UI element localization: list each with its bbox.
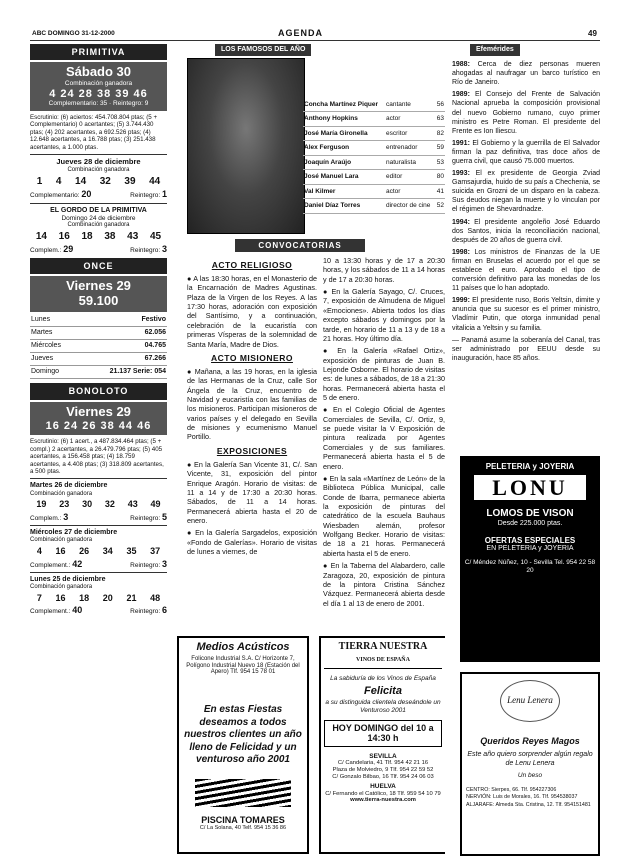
reint-label: Reintegro: [130,561,161,569]
bonoloto-day-numbers [30,499,167,509]
once-value-cell: 21.137 Serie: 054 [78,366,167,379]
reint-label: Reintegro: [130,514,161,522]
lonu-ad [460,456,600,662]
lottery-number: 19 [36,499,47,510]
page-number: 49 [588,29,597,38]
medios-acusticos-ad [177,636,309,854]
person-role: actor [385,184,435,198]
expo-text: ● En la Taberna del Alabardero, calle Zaragoza, 20, exposición de pintura de la pintora Cristina Sánchez Vázquez. Permanecerá abierta desde el día 1 al 13 de enero de 2001. [323,561,445,608]
once-value-cell: 67.266 [78,353,167,366]
bonoloto-result-box [30,402,167,436]
ad-website: www.tierra-nuestra.com [350,797,416,804]
once-day-cell: Martes [30,327,78,340]
lottery-number: 16 [55,592,66,603]
person-age: 56 [435,98,445,112]
efemeride-item [452,90,600,135]
efemeride-item [452,60,600,87]
misionero-heading: ACTO MISIONERO [211,352,293,363]
once-table [30,314,167,379]
person-age: 52 [435,199,445,213]
lottery-number: 1 [36,175,43,187]
religioso-text: ● A las 18:30 horas, en el Monasterio de la Encarnación de Madres Agustinas. Plaza de la Virgen de los Reyes. A las 17:30 horas, adoración con exposición del Santísimo, y a continuación, celebración de la eucaristía con primeras Vísperas de la solemnidad de Santa María, Madre de Dios. [187,274,317,349]
person-name: José Manuel Lara [303,170,385,184]
ad-sub: Folicone Industrial S.A. C/ Horizonte 7, Polígono Industrial Nuevo 18 (Estación del Apero) Tlf. 954 15 78 01 [186,655,300,676]
person-role: naturalista [385,155,435,169]
lottery-number: 48 [150,592,161,603]
comp-label: Complem.: [30,247,62,255]
person-role: cantante [385,98,435,112]
lottery-number: 16 [55,546,66,557]
ad-message: En estas Fiestas deseamos a todos nuestros clientes un año lleno de Felicidad y un venturoso año 2001 [184,704,302,766]
efemeride-text: Cerca de diez personas mueren ahogadas al naufragar un barco turístico en Río de Janeiro. [452,61,600,87]
table-row [30,340,167,353]
ad-city: HUELVA [370,783,396,791]
ad-message: Este año quiero sorprender algún regalo de Lenu Lenera [467,751,593,768]
efemeride-text: El Gobierno y la guerrilla de El Salvador firman la paz definitiva, tras doce años de guerra civil, que causó 75.000 muertos. [452,139,600,165]
efemeride-item [452,218,600,245]
table-row [303,155,445,169]
lottery-number: 30 [82,499,93,510]
person-age: 59 [435,141,445,155]
table-row [303,126,445,140]
bonoloto-day-extra [30,559,167,569]
birthdays-table [303,98,445,214]
header-date: ABC DOMINGO 31-12-2000 [32,30,115,37]
table-row [303,199,445,213]
table-row [30,353,167,366]
expo-text: ● En la Galería Sargadelos, exposición «Fondo de Galerías». Horario de visitas de lunes a viernes, de [187,528,317,557]
ad-addresses [466,787,594,809]
comp-label: Complement.: [30,561,71,569]
lottery-number: 45 [149,230,162,242]
ad-special-sub: EN PELETERIA y JOYERIA [486,545,574,553]
efemeride-item [452,248,600,293]
lottery-number: 43 [127,230,139,242]
reint-label: Reintegro: [130,608,161,616]
primitiva-result-box [30,62,167,111]
bonoloto-day-sub: Combinación ganadora [30,537,93,544]
ad-address-line: NERVIÓN: Luis de Morales, 16. Tlf. 954538037 [466,794,578,801]
agenda-right-column [323,256,445,611]
logo-text: Lenu Lenera [507,695,553,705]
bonoloto-day-sub: Combinación ganadora [30,584,93,591]
person-name: Alex Ferguson [303,141,385,155]
bonoloto-day-numbers [30,546,167,556]
efemeride-year: 1989: [452,91,470,99]
lottery-number: 7 [36,592,42,603]
once-day-cell: Lunes [30,314,78,327]
comp-label: Complem.: [30,514,62,522]
ad-title: Medios Acústicos [196,641,290,653]
ad-top: PELETERIA y JOYERIA [485,462,575,471]
efemeride-year: 1988: [452,61,470,69]
once-value-cell: 62.056 [78,327,167,340]
ad-felicita-sub: a su distinguida clientela deseándole un Venturoso 2001 [325,699,441,714]
efemeride-item [452,139,600,166]
lottery-number: 49 [150,499,161,510]
lottery-number: 37 [150,546,161,557]
reint-value: 1 [161,189,167,200]
ad-title [324,641,442,669]
gordo-sub: Combinación ganadora [67,222,130,229]
ad-address-line: C/ Candelaria, 41 Tlf. 954 42 21 16 [337,760,429,767]
table-row [303,112,445,126]
efemeride-year: 1998: [452,248,470,256]
person-name: Concha Martínez Piquer [303,98,385,112]
efemeride-text: El ex presidente de Georgia Zviad Gamsajurdia, huido de su país a Chechenia, se suicida en Grozni de un disparo en la cabeza. Sus deudos niegan la muerte y lo vinculan por el régimen de Shevardnadze. [452,170,600,214]
reint-value: 6 [161,605,167,616]
ad-brand: TIERRA NUESTRA [338,641,428,652]
lottery-number: 38 [104,230,116,242]
gordo-numbers [30,231,167,243]
bonoloto-day-title: Martes 26 de diciembre [30,482,108,490]
ad-price: Desde 225.000 ptas. [497,519,563,527]
efemeride-year: 1994: [452,218,470,226]
reint-value: 3 [161,558,167,569]
expo-text: ● En la Galería «Rafael Ortiz», exposición de pinturas de Juan B. Lejonde Osborne. El horario de visitas es: de lunes a sábados, de 18 a 21:30 horas. Permanecerá abierta hasta el 5 de enero. [323,346,445,403]
primitiva-escrutinio: Escrutinio: (6) aciertos: 454.708.804 ptas; (5 + Complementario) 0 acertantes; (5) 3.744.430 ptas; (4) 202 acertantes, a 692.526 ptas; (4) 12.648 acertantes, a 16.788 ptas; (3) 251.438 acertantes, a 1.000 ptas. [30,113,158,151]
ad-special: OFERTAS ESPECIALES [484,536,576,546]
lottery-number: 32 [99,175,111,187]
lottery-number: 43 [127,499,138,510]
bonoloto-day-sub: Combinación ganadora [30,490,93,497]
comp-value: 40 [72,605,83,616]
ad-sign: Un beso [517,771,543,779]
person-role: escritor [385,126,435,140]
primitiva-thursday-numbers [30,176,167,188]
ad-brand: LONU [474,475,586,500]
ad-address-line: Plaza de Molviedro, 9 Tlf. 954 22 59 52 [332,766,434,773]
header-rule [30,40,600,41]
expo-text: 10 a 13:30 horas y de 17 a 20:30 horas, y los sábados de 11 a 14 horas y de 17 a 20:30 horas. [323,256,445,284]
efemeride-item [452,336,600,363]
expo-text: ● En la sala «Martínez de León» de la Biblioteca Pública Municipal, calle Conde de Ibarra, permanece abierta la exposición de pinturas del catedrático de la escuela Bauhaus Wiesbaden alemán, profesor Wolfgang Becker. Horario de visitas: de 18 a 21 horas. Permanecerá abierta hasta el 5 de enero. [323,473,445,558]
lottery-number: 35 [126,546,137,557]
lottery-number: 44 [149,175,161,187]
comp-value: 42 [72,558,83,569]
reint-label: Reintegro: [130,192,161,200]
divider [30,572,167,573]
efemerides-column [452,44,600,856]
primitiva-banner: PRIMITIVA [30,44,167,60]
page-header [0,0,620,38]
primitiva-sub: Combinación ganadora [64,80,133,88]
comp-value: 3 [63,511,69,522]
person-age: 63 [435,112,445,126]
bonoloto-day-title: Lunes 25 de diciembre [30,575,106,583]
primitiva-thursday-title: Jueves 28 de diciembre [56,157,141,167]
ad-heading: Queridos Reyes Magos [480,736,580,746]
ad-city: SEVILLA [369,752,397,760]
table-row [30,366,167,379]
table-row [303,184,445,198]
once-value-cell: 04.765 [78,340,167,353]
section-title: AGENDA [278,28,324,38]
lottery-number: 18 [81,230,93,242]
reint-label: Reintegro: [130,247,161,255]
bonoloto-escrutinio: Escrutinio: (6) 1 acert., a 487.834.464 ptas; (5 + compl.) 2 acertantes, a 26.479.796 ptas; (5) 405 acertantes, a 156.458 ptas; (4) 18.759 acertantes, a 4.408 ptas; (3) 318.809 acertantes, a 500 ptas. [30,438,164,476]
person-role: editor [385,170,435,184]
primitiva-thursday-extra [30,189,167,199]
once-day-cell: Domingo [30,366,78,379]
person-role: director de cine [385,199,435,213]
lottery-number: 34 [102,546,113,557]
ad-pool: PISCINA TOMARES [201,814,285,825]
person-age: 53 [435,155,445,169]
portrait-photo [187,58,305,234]
gordo-day: Domingo 24 de diciembre [61,214,136,222]
person-name: Val Kilmer [303,184,385,198]
bonoloto-day: Viernes 29 [66,403,131,419]
once-number: 59.100 [78,293,119,309]
person-name: José María Gironella [303,126,385,140]
lottery-number: 32 [104,499,115,510]
person-age: 41 [435,184,445,198]
ad-address: C/ La Solana, 40 Telf. 954 15 36 86 [199,825,287,832]
lottery-column [30,44,167,856]
lenu-logo-icon [500,680,560,722]
expo-text: ● En el Colegio Oficial de Agentes Comerciales de Sevilla, C/. Ortiz, 9, se puede visitar la V Exposición de pintura realizada por Agentes Comerciales y de sus familiares. Permanecerá abierta hasta el 5 de enero. [323,405,445,471]
agenda-left-column [187,256,317,559]
ad-address-line: C/ Fernando el Católico, 18 Tlf. 959 54 10 79 [325,790,441,797]
bonoloto-day-extra [30,512,167,522]
person-role: entrenador [385,141,435,155]
once-value-cell: Festivo [78,314,167,327]
ad-felicita: Felicita [364,685,402,698]
efemeride-text: El presidente ruso, Boris Yeltsin, dimite y anuncia que su sucesor es el primer ministro, Vladímir Putin, que otorga inmunidad penal vitalicia a Yeltsin y su familia. [452,297,600,332]
efemeride-item [452,169,600,214]
expo-text: ● En la Galería San Vicente 31, C/. San Vicente, 31, exposición del pintor Enrique Aragón. Horario de visitas: de 11 a 14 y de 17:30 a 20:30 horas. Sábados, de 11 a 14 horas. Permanecerá abierta hasta el 20 de enero. [187,459,317,526]
reint-value: 5 [161,511,167,522]
divider [30,154,167,155]
divider [30,478,167,479]
ad-hours: HOY DOMINGO del 10 a 14:30 h [324,720,442,747]
ad-address-line: ALJARAFE: Almeda Sta. Cristina, 12. Tlf. 954151481 [466,801,591,808]
gordo-title: EL GORDO DE LA PRIMITIVA [50,206,147,214]
person-name: Joaquín Araújo [303,155,385,169]
efemeride-text: El Consejo del Frente de Salvación Nacional aprueba la composición provisional del nuevo Gobierno rumano, cuyo primer ministro es Petre Roman. El presidente del Frente es Ion Iliescu. [452,91,600,135]
table-row [30,314,167,327]
ad-brand-sub: VINOS DE ESPAÑA [356,656,410,663]
lottery-number: 39 [124,175,136,187]
once-banner: ONCE [30,258,167,274]
person-age: 80 [435,170,445,184]
bonoloto-day-extra [30,605,167,615]
lottery-number: 21 [126,592,137,603]
misionero-text: ● Mañana, a las 19 horas, en la iglesia de las Hermanas de la Cruz, calle Sor Ángela de la Cruz, encuentro de Navidad y eucaristía con las familias de los misioneros. Participan misioneros de varios países y el delegado en Sevilla de misiones y ecumenismo Manuel Portillo. [187,366,317,442]
lottery-number: 23 [59,499,70,510]
efemeride-text: El presidente angoleño José Eduardo dos Santos, inicia la reconciliación nacional, después de 20 años de guerra civil. [452,218,600,244]
efemeride-year: 1991: [452,139,470,147]
lenu-lenera-ad [460,672,600,856]
expo-text: ● En la Galería Sayago, C/. Cruces, 7, exposición de Almudena de Miguel «Emociones». Abierta todos los días excepto sábados y domingos por la tarde, en horario de 11 a 13 y de 18 a 21 horas. Hoy último día. [323,287,445,343]
lottery-number: 4 [36,546,42,557]
gordo-extra [30,244,167,254]
ad-offer: LOMOS DE VISON [486,508,574,520]
divider [30,203,167,204]
convocatorias-banner: CONVOCATORIAS [235,239,365,252]
once-result-box [30,276,167,312]
efemeride-item [452,296,600,332]
ad-address-line: C/ Gonzalo Bilbao, 16 Tlf. 954 24 06 03 [332,773,434,780]
once-day-cell: Jueves [30,353,78,366]
table-row [30,327,167,340]
ad-address-line: CENTRO: Sierpes, 66. Tlf. 954227306 [466,787,557,793]
famosos-tag: LOS FAMOSOS DEL AÑO [215,44,311,56]
person-name: Anthony Hopkins [303,112,385,126]
efemeride-text: Los ministros de Finanzas de la UE firman en Bruselas el acuerdo por el que se establece el euro. Aprobado el tipo de conversión definitivo para las monedas de los 11 países que lo han adoptado. [452,248,600,293]
once-day: Viernes 29 [66,278,131,294]
bonoloto-day-numbers [30,593,167,603]
water-wave-graphic [195,779,291,807]
comp-label: Complementario: [30,192,80,200]
tierra-nuestra-ad [319,636,445,854]
table-row [303,170,445,184]
lottery-number: 16 [58,230,70,242]
comp-label: Complement.: [30,608,71,616]
lottery-number: 20 [102,592,113,603]
table-row [303,141,445,155]
bonoloto-banner: BONOLOTO [30,383,167,399]
table-row [303,98,445,112]
religioso-heading: ACTO RELIGIOSO [211,260,293,270]
primitiva-extra: Complementario: 35 · Reintegro: 9 [48,100,149,108]
primitiva-day: Sábado 30 [65,64,132,80]
lottery-number: 4 [55,175,62,187]
lottery-number: 26 [79,546,90,557]
lottery-number: 14 [75,175,87,187]
person-role: actor [385,112,435,126]
lottery-number: 18 [79,592,90,603]
exposiciones-heading: EXPOSICIONES [216,445,288,456]
primitiva-numbers: 4 24 28 38 39 46 [49,87,148,100]
divider [30,525,167,526]
bonoloto-day-title: Miércoles 27 de diciembre [30,529,118,537]
ad-address: C/ Méndez Núñez, 10 - Sevilla Tel. 954 22 58 20 [464,559,596,574]
person-name: Daniel Díaz Torres [303,199,385,213]
ad-intro: La sabiduría de los Vinos de España [330,675,436,682]
efemerides-tag: Efemérides [470,44,520,56]
efemeride-year: 1993: [452,170,470,178]
reint-value: 3 [161,244,167,255]
person-age: 82 [435,126,445,140]
bonoloto-numbers: 16 24 26 38 44 46 [45,419,152,432]
primitiva-thursday-sub: Combinación ganadora [67,166,130,173]
efemeride-year: 1999: [452,297,470,305]
once-day-cell: Miércoles [30,340,78,353]
agenda-column [175,44,445,856]
lottery-number: 14 [35,230,47,242]
comp-value: 20 [81,189,92,200]
efemeride-text: — Panamá asume la soberanía del Canal, tras ser administrado por EEUU desde su inauguración, hace 85 años. [452,336,600,362]
comp-value: 29 [63,244,74,255]
